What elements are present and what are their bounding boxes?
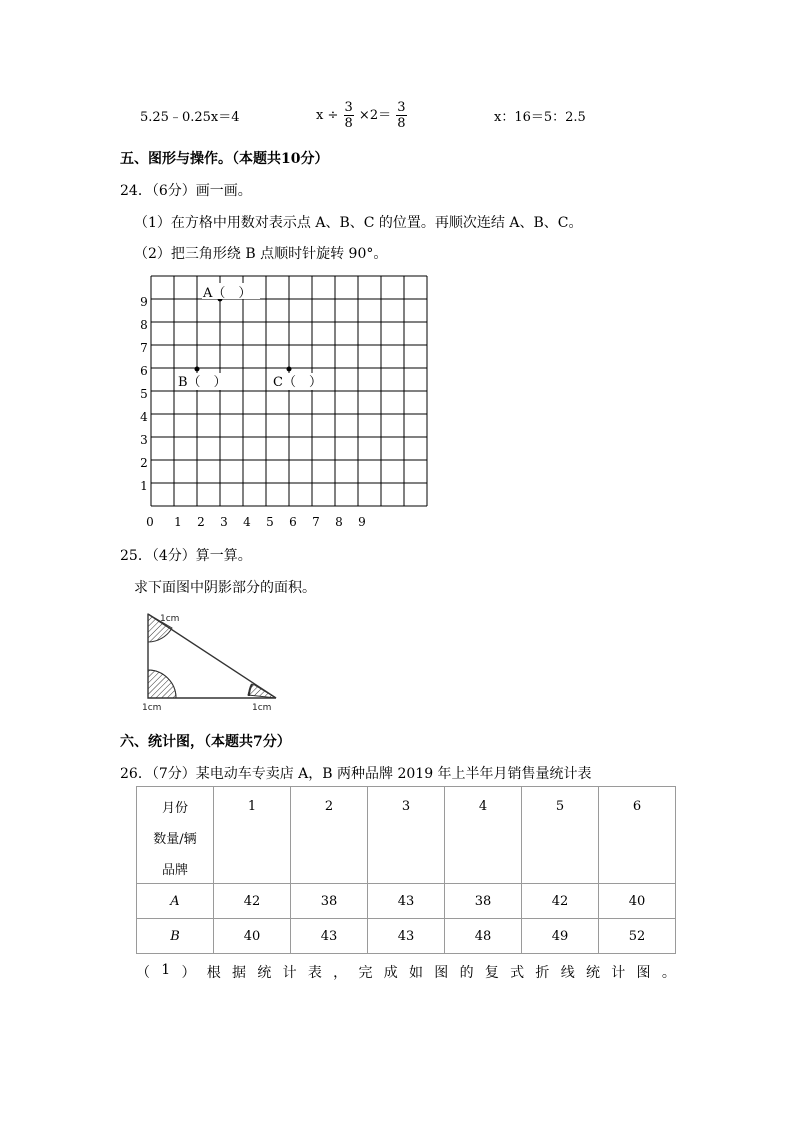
part-1-char: 计 — [282, 965, 297, 981]
part-1-char: 统 — [585, 965, 600, 981]
table-cell: 43 — [368, 919, 445, 954]
y-label-5: 5 — [140, 387, 148, 401]
part-1-char: 1 — [161, 962, 171, 978]
equation-2-prefix: x ÷ — [316, 108, 339, 123]
point-a-label: A（ ） — [203, 286, 252, 301]
part-1-char: ） — [181, 965, 196, 981]
triangle-figure — [140, 606, 290, 716]
x-label-5: 5 — [266, 515, 274, 529]
part-1-char: 图 — [636, 965, 651, 981]
question-24-title: 24．（6分）画一画。 — [120, 183, 252, 199]
coordinate-grid — [138, 268, 438, 538]
part-1-char: ， — [333, 965, 348, 981]
brand-a-cell: A — [137, 884, 214, 919]
month-header-3: 3 — [368, 787, 445, 884]
fig-label-bottom-left: 1cm — [142, 703, 162, 713]
x-label-3: 3 — [220, 515, 228, 529]
section-6-heading: 六、统计图，（本题共7分） — [120, 734, 291, 750]
month-header-5: 5 — [522, 787, 599, 884]
part-1-char: 折 — [535, 965, 550, 981]
question-25-text: 求下面图中阴影部分的面积。 — [134, 580, 316, 596]
x-label-1: 1 — [174, 515, 182, 529]
part-1-char: 完 — [358, 965, 373, 981]
brand-b-cell: B — [137, 919, 214, 954]
table-cell: 42 — [522, 884, 599, 919]
part-1-char: 复 — [484, 965, 499, 981]
point-c-label: C（ ） — [273, 375, 322, 390]
part-1-char: 根 — [206, 965, 221, 981]
question-26-part-1 — [136, 962, 676, 982]
equation-2-fraction-1 — [344, 100, 354, 131]
equation-3: x：16＝5：2.5 — [494, 110, 586, 125]
grid-lines — [151, 276, 427, 506]
part-1-char: 的 — [459, 965, 474, 981]
point-b-dot — [195, 367, 200, 372]
y-label-3: 3 — [140, 433, 148, 447]
question-24-part-2: （2）把三角形绕 B 点顺时针旋转 90°。 — [134, 246, 388, 262]
question-24-part-1: （1）在方格中用数对表示点 A、B、C 的位置。再顺次连结 A、B、C。 — [134, 215, 583, 231]
y-label-4: 4 — [140, 410, 148, 424]
month-header-6: 6 — [599, 787, 676, 884]
sales-table — [136, 786, 676, 954]
part-1-char: 据 — [232, 965, 247, 981]
fraction-2-denominator: 8 — [397, 116, 406, 131]
part-1-char: 统 — [257, 965, 272, 981]
table-cell: 38 — [445, 884, 522, 919]
fraction-1-numerator: 3 — [344, 100, 353, 115]
part-1-char: 线 — [560, 965, 575, 981]
part-1-char: 成 — [383, 965, 398, 981]
y-label-2: 2 — [140, 456, 148, 470]
question-25-title: 25．（4分）算一算。 — [120, 548, 252, 564]
table-header-corner — [137, 787, 214, 884]
y-label-1: 1 — [140, 479, 148, 493]
x-label-0: 0 — [146, 515, 154, 529]
part-1-char: 式 — [510, 965, 525, 981]
part-1-char: 计 — [611, 965, 626, 981]
header-quantity-label: 数量/辆 — [153, 832, 197, 847]
table-cell: 49 — [522, 919, 599, 954]
point-c-dot — [287, 367, 292, 372]
equation-1: 5.25﹣0.25x＝4 — [140, 110, 240, 125]
table-cell: 48 — [445, 919, 522, 954]
table-header-row — [137, 787, 676, 884]
part-1-char: 。 — [661, 965, 676, 981]
part-1-char: （ — [136, 965, 150, 981]
y-label-7: 7 — [140, 341, 148, 355]
x-label-9: 9 — [358, 515, 366, 529]
table-cell: 40 — [214, 919, 291, 954]
table-cell: 42 — [214, 884, 291, 919]
x-label-7: 7 — [312, 515, 320, 529]
table-row — [137, 919, 676, 954]
x-label-4: 4 — [243, 515, 251, 529]
equation-2-mid: ×2＝ — [358, 108, 392, 123]
section-5-heading: 五、图形与操作。（本题共10分） — [120, 151, 329, 167]
part-1-char: 如 — [409, 965, 424, 981]
part-1-char: 图 — [434, 965, 449, 981]
question-26-title: 26．（7分）某电动车专卖店 A，B 两种品牌 2019 年上半年月销售量统计表 — [120, 766, 592, 782]
fraction-2-numerator: 3 — [397, 100, 406, 115]
y-label-6: 6 — [140, 364, 148, 378]
equation-2 — [316, 100, 408, 131]
table-cell: 52 — [599, 919, 676, 954]
x-label-8: 8 — [335, 515, 343, 529]
month-header-1: 1 — [214, 787, 291, 884]
y-label-9: 9 — [140, 295, 148, 309]
table-cell: 40 — [599, 884, 676, 919]
equation-2-fraction-2 — [396, 100, 406, 131]
x-label-6: 6 — [289, 515, 297, 529]
table-cell: 43 — [291, 919, 368, 954]
point-b-label: B（ ） — [178, 375, 227, 390]
table-cell: 43 — [368, 884, 445, 919]
y-label-8: 8 — [140, 318, 148, 332]
fig-label-top: 1cm — [160, 614, 180, 624]
part-1-char: 表 — [307, 965, 322, 981]
header-month-label: 月份 — [161, 801, 188, 816]
table-row — [137, 884, 676, 919]
table-cell: 38 — [291, 884, 368, 919]
fig-label-bottom-right: 1cm — [252, 703, 272, 713]
header-brand-label: 品牌 — [161, 863, 188, 878]
month-header-4: 4 — [445, 787, 522, 884]
x-label-2: 2 — [197, 515, 205, 529]
fraction-1-denominator: 8 — [344, 116, 353, 131]
month-header-2: 2 — [291, 787, 368, 884]
